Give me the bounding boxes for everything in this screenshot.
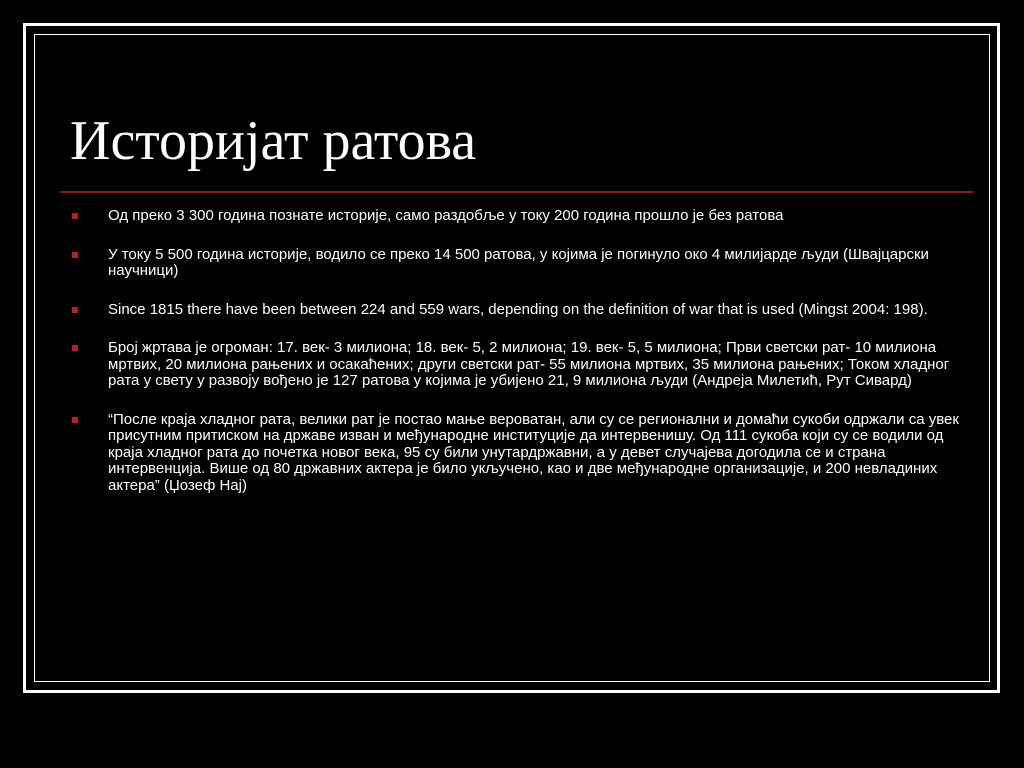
square-bullet-icon (72, 252, 78, 258)
square-bullet-icon (72, 345, 78, 351)
slide-title: Историјат ратова (70, 110, 477, 172)
title-divider (60, 191, 973, 193)
bullet-list (72, 208, 960, 516)
bullet-text: Since 1815 there have been between 224 and 559 wars, depending on the definition of war that is used (Mingst 2004: 198). (108, 300, 928, 318)
bullet-item (72, 208, 960, 225)
square-bullet-icon (72, 417, 78, 423)
bullet-text: Од преко 3 300 година познате историје, само раздобље у току 200 година прошло је без ратова (108, 207, 784, 224)
bullet-item (72, 302, 960, 319)
bullet-text: У току 5 500 година историје, водило се преко 14 500 ратова, у којима је погинуло око 4 милијарде људи (Швајцарски научници) (108, 245, 929, 279)
bullet-text: Број жртава је огроман: 17. век- 3 милиона; 18. век- 5, 2 милиона; 19. век- 5, 5 милиона; Први светски рат- 10 милиона мртвих, 20 милиона рањених и осакаћених; други светски рат- 55 милиона мртвих, 35 милиона рањених; Током хладног рата у свету у развоју вођено је 127 ратова у којима је убијено 21, 9 милиона људи (Андреја Милетић, Рут Сивард) (108, 339, 950, 389)
bullet-item (72, 340, 960, 390)
square-bullet-icon (72, 213, 78, 219)
bullet-text: “После краја хладног рата, велики рат је постао мање вероватан, али су се регионални и домаћи сукоби одржали са увек присутним притиском на државе изван и међународне институције да интервенишу. Од 111 сукоба који су се водили од краја хладног рата до почетка новог века, 95 су били унутардржавни, а у девет случајева догодила се и страна интервенција. Више од 80 државних актера је било укључено, као и две међународне организације, и 200 невладиних актера” (Џозеф Нај) (108, 410, 959, 494)
square-bullet-icon (72, 307, 78, 313)
bullet-item (72, 247, 960, 280)
bullet-item (72, 412, 960, 495)
